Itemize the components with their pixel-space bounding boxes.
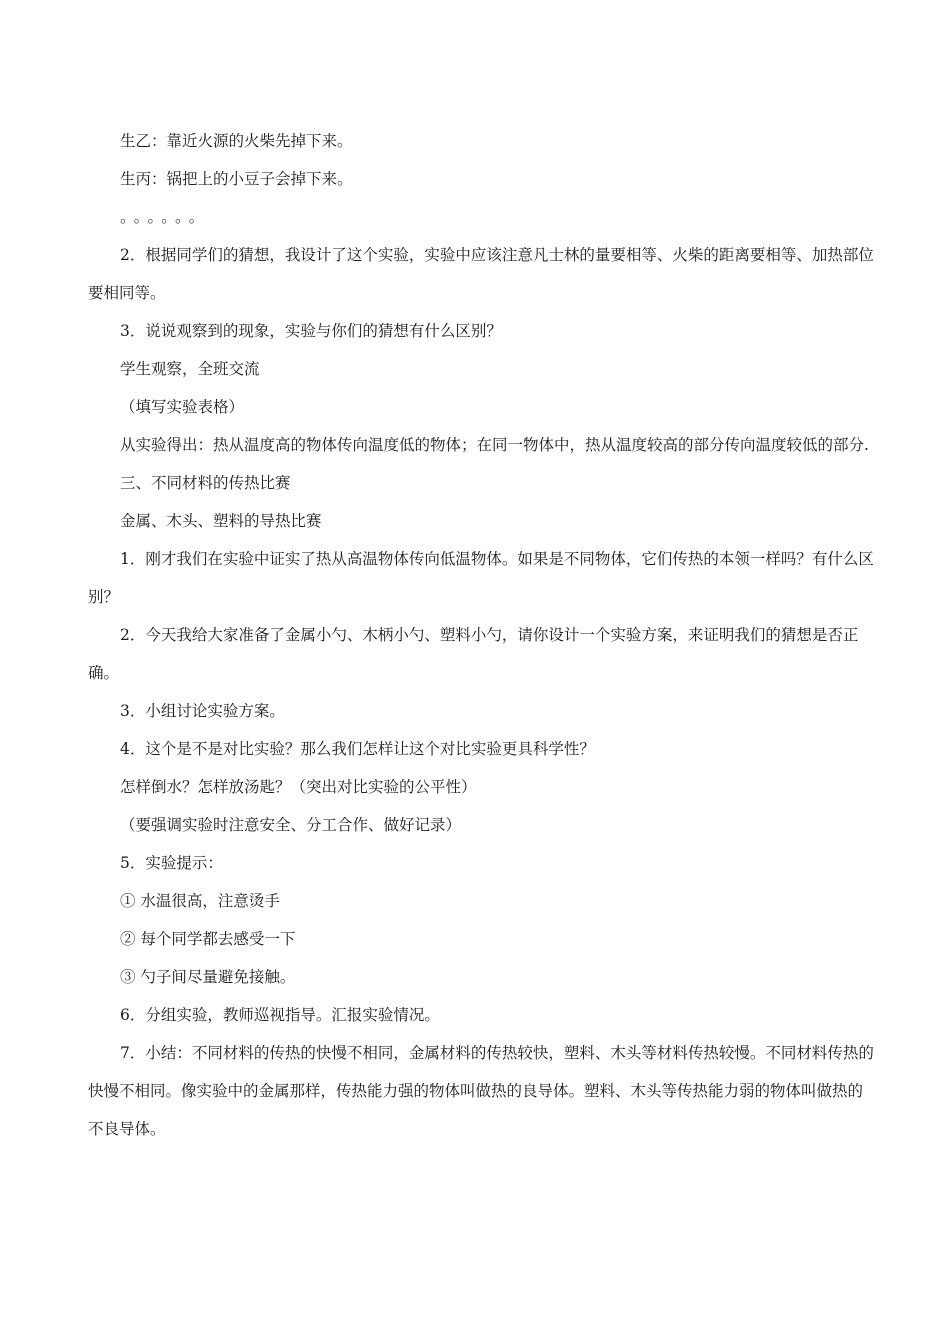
paragraph-conclusion: 从实验得出：热从温度高的物体传向温度低的物体；在同一物体中，热从温度较高的部分传向温度较低的部分. — [120, 436, 869, 454]
paragraph-fill-table: （填写实验表格） — [120, 398, 245, 416]
paragraph-safety: （要强调实验时注意安全、分工合作、做好记录） — [120, 816, 462, 834]
paragraph-student-b: 生乙：靠近火源的火柴先掉下来。 — [120, 132, 353, 150]
paragraph-step-3: 3．说说观察到的现象，实验与你们的猜想有什么区别？ — [120, 322, 502, 340]
ellipsis-dots: 。。。。。。 — [120, 208, 211, 226]
paragraph-item-4: 4．这个是不是对比实验？那么我们怎样让这个对比实验更具科学性？ — [120, 740, 595, 758]
paragraph-item-3: 3．小组讨论实验方案。 — [120, 702, 285, 720]
paragraph-item-5: 5．实验提示： — [120, 854, 223, 872]
paragraph-step-2: 2．根据同学们的猜想，我设计了这个实验，实验中应该注意凡士林的量要相等、火柴的距离要相等、加热部位要相同等。 — [88, 246, 874, 302]
paragraph-item-7-summary: 7．小结：不同材料的传热的快慢不相同，金属材料的传热较快，塑料、木头等材料传热较慢。不同材料传热的快慢不相同。像实验中的金属那样，传热能力强的物体叫做热的良导体。塑料、木头等传热能力弱的物体叫做热的不良导体。 — [88, 1044, 874, 1138]
tip-3: ③ 勺子间尽量避免接触。 — [120, 968, 296, 986]
document-body — [88, 122, 878, 1148]
paragraph-student-c: 生丙：锅把上的小豆子会掉下来。 — [120, 170, 353, 188]
section-subheading: 金属、木头、塑料的导热比赛 — [120, 512, 322, 530]
tip-1: ① 水温很高，注意烫手 — [120, 892, 280, 910]
tip-2: ② 每个同学都去感受一下 — [120, 930, 296, 948]
paragraph-item-2: 2．今天我给大家准备了金属小勺、木柄小勺、塑料小勺，请你设计一个实验方案，来证明我们的猜想是否正确。 — [88, 626, 859, 682]
paragraph-item-6: 6．分组实验，教师巡视指导。汇报实验情况。 — [120, 1006, 440, 1024]
paragraph-pour-water: 怎样倒水？怎样放汤匙？（突出对比实验的公平性） — [120, 778, 477, 796]
section-heading-3: 三、不同材料的传热比赛 — [120, 474, 291, 492]
paragraph-item-1: 1．刚才我们在实验中证实了热从高温物体传向低温物体。如果是不同物体，它们传热的本领一样吗？有什么区别？ — [88, 550, 874, 606]
paragraph-observe: 学生观察，全班交流 — [120, 360, 260, 378]
